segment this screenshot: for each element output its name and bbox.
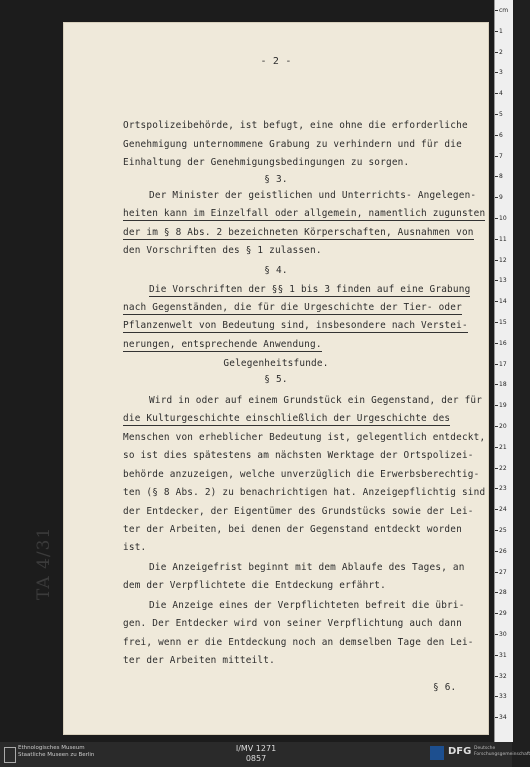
measurement-ruler <box>494 0 513 742</box>
text-line: ter der Arbeiten, bei denen der Gegenstand entdeckt worden <box>123 524 462 535</box>
ruler-tick <box>495 717 498 718</box>
ruler-label: 17 <box>499 360 507 368</box>
catalog-id: I/MV 1271 0857 <box>235 744 277 763</box>
text-line: gen. Der Entdecker wird von seiner Verpflichtung auch dann <box>123 618 462 629</box>
ruler-label: 31 <box>499 651 507 659</box>
ruler-label: 6 <box>499 131 503 139</box>
dfg-logo-icon <box>430 746 444 760</box>
text-line: Menschen von erheblicher Bedeutung ist, gelegentlich entdeckt, <box>123 432 486 443</box>
ruler-tick <box>495 93 498 94</box>
ruler-tick <box>495 613 498 614</box>
ruler-tick <box>495 468 498 469</box>
ruler-label: 25 <box>499 527 507 534</box>
ruler-label: 13 <box>499 277 507 285</box>
text-line: Der Minister der geistlichen und Unterrichts- Angelegen- <box>149 190 477 201</box>
ruler-label: 2 <box>499 48 503 56</box>
ruler-tick <box>495 572 498 573</box>
ruler-label: 19 <box>499 402 507 410</box>
text-line: so ist dies spätestens am nächsten Werktage der Ortspolizei- <box>123 450 474 461</box>
ruler-tick <box>495 592 498 593</box>
ruler-label: 18 <box>499 381 507 389</box>
text-line: ist. <box>123 542 147 553</box>
ruler-label: 32 <box>499 672 507 680</box>
ruler-tick <box>495 426 498 427</box>
document-page <box>63 22 489 735</box>
ruler-label: 33 <box>499 693 507 701</box>
ruler-label: 23 <box>499 485 507 493</box>
ruler-label: cm <box>499 7 509 14</box>
ruler-tick <box>495 530 498 531</box>
ruler-tick <box>495 176 498 177</box>
ruler-label: 34 <box>499 714 507 722</box>
ruler-tick <box>495 696 498 697</box>
ruler-label: 20 <box>499 423 507 430</box>
ruler-label: 22 <box>499 464 507 472</box>
ruler-tick <box>495 280 498 281</box>
ruler-tick <box>495 31 498 32</box>
text-line: frei, wenn er die Entdeckung noch an demselben Tage den Lei- <box>123 637 474 648</box>
ruler-tick <box>495 384 498 385</box>
ruler-label: 8 <box>499 173 503 181</box>
footer-bar <box>0 742 530 767</box>
ruler-label: 27 <box>499 568 507 576</box>
dfg-subtitle: Deutsche Forschungsgemeinschaft <box>474 746 530 757</box>
section-heading: § 6. <box>433 682 457 693</box>
text-line: Einhaltung der Genehmigungsbedingungen zu sorgen. <box>123 157 410 168</box>
ruler-tick <box>495 301 498 302</box>
ruler-label: 11 <box>499 235 507 243</box>
text-line: behörde anzuzeigen, welche unverzüglich die Erwerbsberechtig- <box>123 469 480 480</box>
ruler-tick <box>495 156 498 157</box>
ruler-tick <box>495 72 498 73</box>
ruler-tick <box>495 239 498 240</box>
section-heading: § 4. <box>264 265 288 276</box>
text-line: ten (§ 8 Abs. 2) zu benachrichtigen hat. Anzeigepflichtig sind <box>123 487 486 498</box>
ruler-label: 28 <box>499 589 507 597</box>
ruler-tick <box>495 52 498 53</box>
text-line: der Entdecker, der Eigentümer des Grundstücks sowie der Lei- <box>123 506 474 517</box>
ruler-tick <box>495 260 498 261</box>
ruler-tick <box>495 551 498 552</box>
ruler-label: 29 <box>499 610 507 618</box>
ruler-label: 30 <box>499 631 507 638</box>
ruler-label: 14 <box>499 298 507 306</box>
subheading: Gelegenheitsfunde. <box>223 358 329 369</box>
ruler-label: 5 <box>499 111 503 118</box>
text-line: Wird in oder auf einem Grundstück ein Gegenstand, der für <box>149 395 483 406</box>
ruler-label: 9 <box>499 194 503 202</box>
ruler-tick <box>495 676 498 677</box>
dfg-logo-text: DFG <box>448 746 472 757</box>
text-line: dem der Verpflichtete die Entdeckung erfährt. <box>123 580 386 591</box>
page-number: - 2 - <box>260 56 292 67</box>
ruler-label: 24 <box>499 506 507 514</box>
section-heading: § 3. <box>264 174 288 185</box>
text-line: Pflanzenwelt von Bedeutung sind, insbesondere nach Verstei- <box>123 320 468 331</box>
ruler-tick <box>495 218 498 219</box>
ruler-tick <box>495 10 498 11</box>
text-line: Die Anzeige eines der Verpflichteten befreit die übri- <box>149 600 465 611</box>
text-line: heiten kann im Einzelfall oder allgemein, namentlich zugunsten <box>123 208 486 219</box>
ruler-label: 4 <box>499 90 503 98</box>
section-heading: § 5. <box>264 374 288 385</box>
text-line: nach Gegenständen, die für die Urgeschichte der Tier- oder <box>123 302 462 313</box>
text-line: nerungen, entsprechende Anwendung. <box>123 339 322 350</box>
text-line: den Vorschriften des § 1 zulassen. <box>123 245 322 256</box>
ruler-label: 15 <box>499 319 507 326</box>
ruler-label: 26 <box>499 547 507 555</box>
text-line: der im § 8 Abs. 2 bezeichneten Körperschaften, Ausnahmen von <box>123 227 474 238</box>
ruler-label: 10 <box>499 215 507 222</box>
ruler-tick <box>495 322 498 323</box>
ruler-label: 7 <box>499 152 503 160</box>
ruler-tick <box>495 405 498 406</box>
ruler-tick <box>495 509 498 510</box>
ruler-tick <box>495 488 498 489</box>
text-line: Die Anzeigefrist beginnt mit dem Ablaufe des Tages, an <box>149 562 465 573</box>
museum-name: Ethnologisches Museum Staatliche Museen zu Berlin <box>18 745 95 758</box>
text-line: die Kulturgeschichte einschließlich der Urgeschichte des <box>123 413 451 424</box>
ruler-label: 21 <box>499 443 507 451</box>
text-line: Ortspolizeibehörde, ist befugt, eine ohne die erforderliche <box>123 120 468 131</box>
ruler-tick <box>495 634 498 635</box>
text-line: Genehmigung unternommene Grabung zu verhindern und für die <box>123 139 462 150</box>
handwritten-reference: TA 4/31 <box>34 526 54 600</box>
text-line: ter der Arbeiten mitteilt. <box>123 655 275 666</box>
ruler-label: 16 <box>499 339 507 347</box>
ruler-tick <box>495 364 498 365</box>
text-line: Die Vorschriften der §§ 1 bis 3 finden auf eine Grabung <box>149 284 471 295</box>
ruler-label: 1 <box>499 27 503 35</box>
ruler-tick <box>495 135 498 136</box>
ruler-tick <box>495 197 498 198</box>
ruler-tick <box>495 114 498 115</box>
ruler-label: 12 <box>499 256 507 264</box>
ruler-tick <box>495 343 498 344</box>
ruler-tick <box>495 447 498 448</box>
ruler-label: 3 <box>499 69 503 77</box>
ruler-tick <box>495 655 498 656</box>
